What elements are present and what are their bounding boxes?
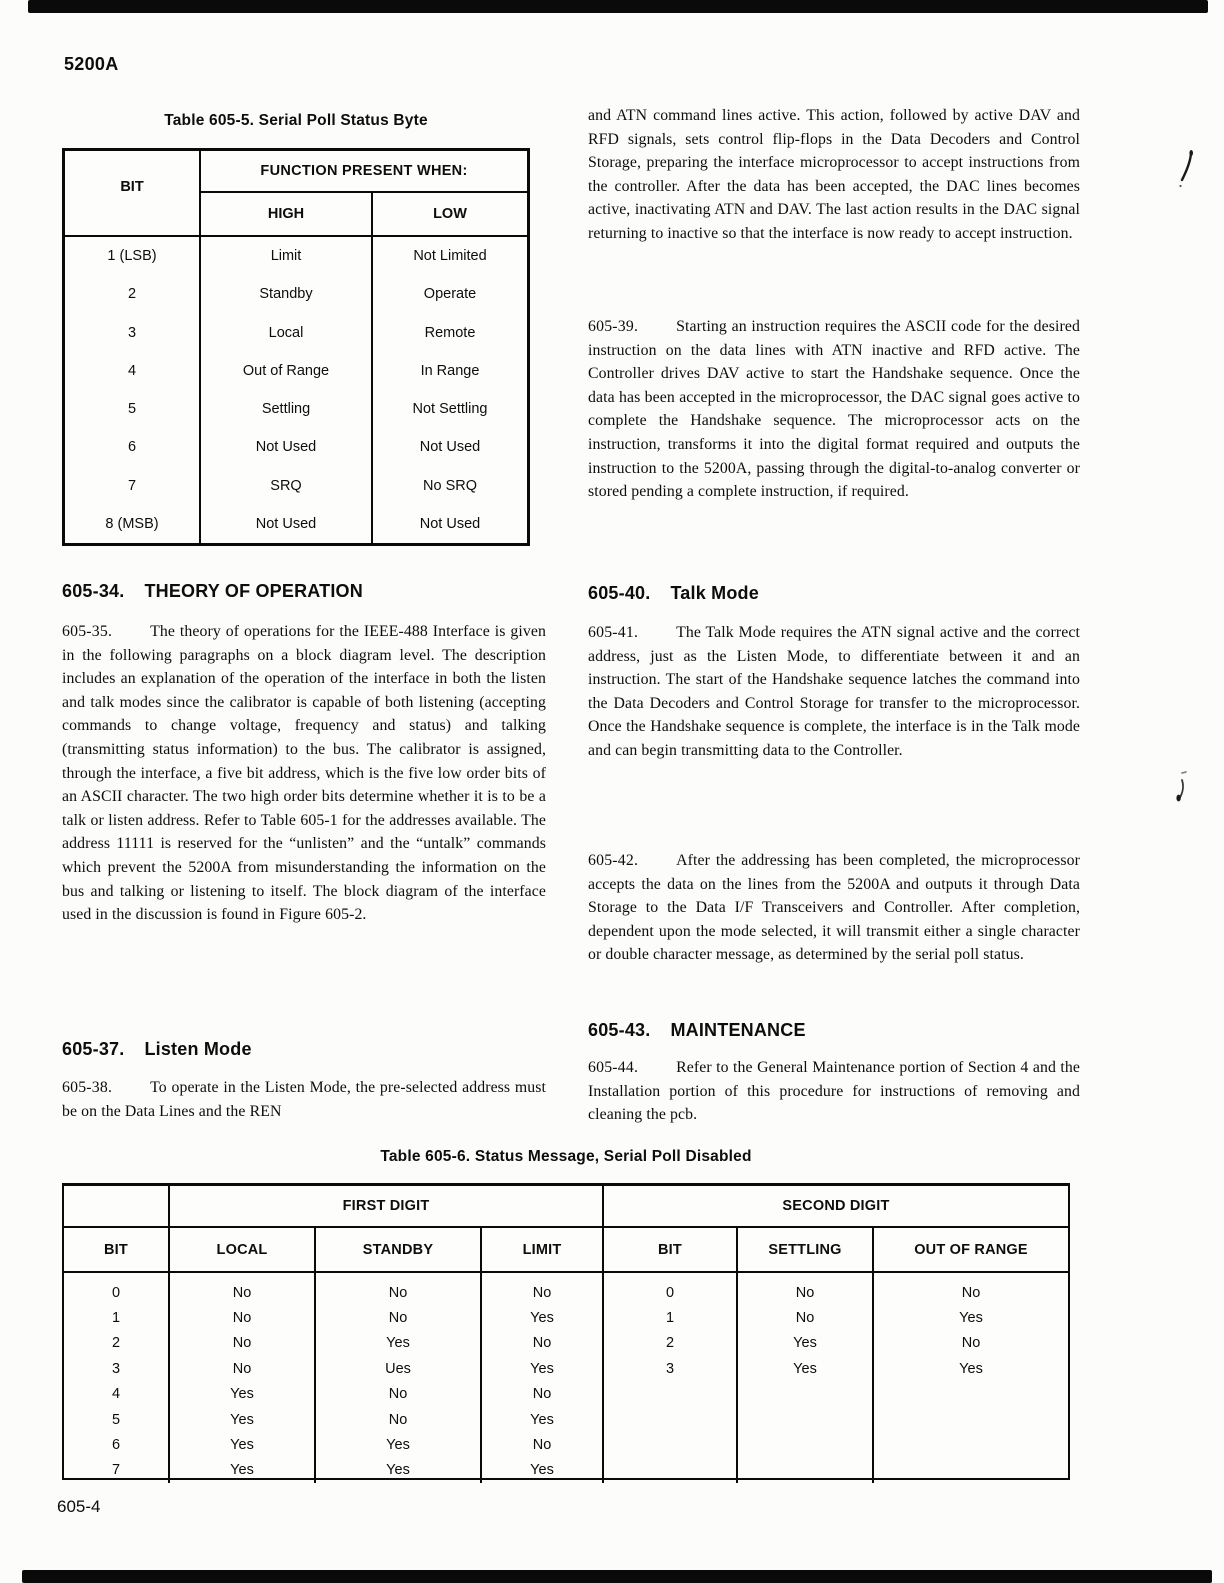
column-header-settling: SETTLING [738, 1228, 874, 1273]
table-cell: Out of Range [242, 362, 330, 379]
section-number: 605-43. [588, 1020, 651, 1040]
table-cell: No [388, 1284, 408, 1301]
table-cell: 7 [127, 477, 137, 494]
table-column-bit-first [64, 1273, 170, 1483]
table-605-6 [62, 1183, 1070, 1480]
table-cell: 5 [127, 401, 137, 418]
table-cell: No [532, 1335, 552, 1352]
table-cell: Not Settling [412, 401, 488, 418]
paragraph-605-39 [588, 315, 1080, 504]
table-column-bit [65, 237, 201, 543]
table-cell: No [232, 1310, 252, 1327]
table-cell: No [388, 1310, 408, 1327]
table-column-out-of-range [874, 1273, 1068, 1483]
table-cell: No [795, 1310, 815, 1327]
table-cell: Yes [530, 1360, 554, 1377]
table-605-5-caption: Table 605-5. Serial Poll Status Byte [164, 112, 428, 129]
table-605-6-caption: Table 605-6. Status Message, Serial Poll Disabled [380, 1148, 752, 1165]
table-cell: Yes [959, 1310, 983, 1327]
table-cell: 0 [665, 1284, 675, 1301]
table-cell: No SRQ [423, 477, 477, 494]
column-header-low: LOW [373, 193, 527, 237]
table-cell: Yes [230, 1386, 254, 1403]
table-cell: Not Used [255, 515, 317, 532]
table-cell: SRQ [270, 477, 302, 494]
table-cell: No [232, 1360, 252, 1377]
table-cell: Yes [230, 1462, 254, 1479]
table-cell: Not Used [419, 439, 481, 456]
table-column-bit-second [604, 1273, 738, 1483]
paragraph-605-35 [62, 620, 546, 927]
paragraph-number: 605-42. [588, 852, 639, 869]
paragraph-605-41 [588, 621, 1080, 763]
table-cell: 2 [665, 1335, 675, 1352]
section-heading-605-40 [588, 583, 759, 604]
column-header-bit: BIT [65, 151, 201, 237]
paragraph-number: 605-35. [62, 623, 113, 640]
table-column-standby [316, 1273, 482, 1483]
table-cell: 4 [111, 1386, 121, 1403]
table-cell: Remote [424, 324, 476, 341]
section-title: MAINTENANCE [670, 1020, 806, 1040]
section-title: THEORY OF OPERATION [144, 581, 363, 601]
table-cell: Not Limited [413, 248, 487, 265]
paragraph-text: and ATN command lines active. This action, followed by active DAV and RFD signals, sets control flip-flops in the Data Decoders and Control Storage, preparing the interface microprocessor to accept instructions from the controller. After the data has been accepted, the DAC lines becomes active, inactivating ATN and DAV. The last action results in the DAC signal returning to inactive so that the interface is now ready to accept instruction. [588, 107, 1080, 242]
section-number: 605-34. [62, 581, 125, 601]
section-title: Talk Mode [670, 583, 759, 603]
paragraph-text: Starting an instruction requires the ASCII code for the desired instruction on the data lines with ATN inactive and RFD active. The Controller drives DAV active to start the Handshake sequence. Once the data has been accepted in the microprocessor, the DAC signal goes active to complete the Handshake sequence. The microprocessor acts on the instruction, transforms it into the digital format required and outputs the instruction to the 5200A, passing through the digital-to-analog converter or stored pending a complete instruction, if required. [588, 318, 1080, 501]
column-header-local: LOCAL [170, 1228, 316, 1273]
table-cell: Ues [385, 1360, 411, 1377]
table-cell: Not Used [255, 439, 317, 456]
table-cell: 2 [111, 1335, 121, 1352]
column-header-limit: LIMIT [482, 1228, 604, 1273]
table-cell: No [795, 1284, 815, 1301]
table-cell: 1 (LSB) [107, 248, 157, 265]
table-cell: 4 [127, 362, 137, 379]
table-cell: 6 [111, 1437, 121, 1454]
column-header-bit: BIT [64, 1228, 170, 1273]
paragraph-continuation [588, 104, 1080, 246]
paragraph-text: To operate in the Listen Mode, the pre-selected address must be on the Data Lines and the REN [62, 1079, 546, 1120]
scan-artifact-mark [1170, 768, 1190, 806]
table-cell: 0 [111, 1284, 121, 1301]
table-cell: 6 [127, 439, 137, 456]
paragraph-text: The theory of operations for the IEEE-488 Interface is given in the following paragraphs on a block diagram level. The description includes an explanation of the operation of the interface in both the listen and talk modes since the calibrator is capable of both listening (accepting commands to change voltage, frequency and status) and talking (transmitting status information) to the bus. The calibrator is assigned, through the interface, a five bit address, which is the five low order bits of an ASCII character. The two high order bits determine whether it is to be a talk or listen address. Refer to Table 605-1 for the addresses available. The address 11111 is reserved for the “unlisten” and the “untalk” commands which prevent the 5200A from misunderstanding the information on the bus and talking or listening to itself. The block diagram of the interface used in the discussion is found in Figure 605-2. [62, 623, 546, 924]
paragraph-605-44 [588, 1056, 1080, 1127]
table-cell: Operate [423, 286, 477, 303]
table-column-local [170, 1273, 316, 1483]
table-cell: 3 [127, 324, 137, 341]
table-column-high [201, 237, 373, 543]
table-cell: 3 [111, 1360, 121, 1377]
table-cell: Yes [530, 1310, 554, 1327]
table-cell: Yes [230, 1437, 254, 1454]
table-605-5 [62, 148, 530, 546]
section-title: Listen Mode [144, 1039, 252, 1059]
table-cell: In Range [420, 362, 480, 379]
scan-artifact-mark [1178, 148, 1196, 192]
table-cell: Limit [270, 248, 302, 265]
page-header-model: 5200A [64, 54, 119, 74]
table-cell: No [232, 1284, 252, 1301]
paragraph-text: Refer to the General Maintenance portion of Section 4 and the Installation portion of this procedure for instructions of removing and cleaning the pcb. [588, 1059, 1080, 1124]
table-cell: Yes [386, 1335, 410, 1352]
table-cell: 7 [111, 1462, 121, 1479]
table-cell: Local [268, 324, 304, 341]
table-corner-cell [64, 1186, 170, 1228]
table-cell: No [532, 1437, 552, 1454]
paragraph-605-38 [62, 1076, 546, 1123]
table-column-low [373, 237, 527, 543]
table-cell: Yes [959, 1360, 983, 1377]
table-cell: 1 [111, 1310, 121, 1327]
paragraph-number: 605-38. [62, 1079, 113, 1096]
table-cell: Yes [530, 1411, 554, 1428]
table-cell: 5 [111, 1411, 121, 1428]
column-header-out-of-range: OUT OF RANGE [874, 1228, 1068, 1273]
section-heading-605-34 [62, 581, 363, 602]
table-cell: 1 [665, 1310, 675, 1327]
table-cell: No [232, 1335, 252, 1352]
table-cell: Yes [386, 1462, 410, 1479]
table-cell: Yes [530, 1462, 554, 1479]
scan-edge-bar-top [28, 0, 1208, 13]
paragraph-605-42 [588, 849, 1080, 967]
table-cell: Settling [261, 401, 311, 418]
section-heading-605-37 [62, 1039, 252, 1060]
column-group-first-digit: FIRST DIGIT [170, 1186, 604, 1228]
table-cell: Yes [230, 1411, 254, 1428]
column-header-high: HIGH [201, 193, 373, 237]
section-number: 605-37. [62, 1039, 125, 1059]
scan-edge-bar-bottom [22, 1570, 1212, 1583]
column-group-second-digit: SECOND DIGIT [604, 1186, 1068, 1228]
table-cell: No [388, 1386, 408, 1403]
table-cell: No [532, 1386, 552, 1403]
table-cell: Yes [386, 1437, 410, 1454]
table-cell: Yes [793, 1335, 817, 1352]
table-cell: 3 [665, 1360, 675, 1377]
table-cell: No [532, 1284, 552, 1301]
table-cell: 2 [127, 286, 137, 303]
page-footer-number: 605-4 [57, 1497, 101, 1516]
table-column-limit [482, 1273, 604, 1483]
paragraph-text: After the addressing has been completed, the microprocessor accepts the data on the lines from the 5200A and outputs it through Data Storage to the Data I/F Transceivers and Controller. After completion, dependent upon the mode selected, it will transmit either a single character or double character message, as determined by the serial poll status. [588, 852, 1080, 964]
table-column-settling [738, 1273, 874, 1483]
paragraph-number: 605-41. [588, 624, 639, 641]
table-cell: No [388, 1411, 408, 1428]
table-cell: Standby [259, 286, 313, 303]
column-header-bit-2: BIT [604, 1228, 738, 1273]
column-header-standby: STANDBY [316, 1228, 482, 1273]
table-cell: 8 (MSB) [105, 515, 159, 532]
table-cell: Yes [793, 1360, 817, 1377]
paragraph-number: 605-44. [588, 1059, 639, 1076]
table-cell: No [961, 1284, 981, 1301]
table-cell: Not Used [419, 515, 481, 532]
section-heading-605-43 [588, 1020, 806, 1041]
paragraph-number: 605-39. [588, 318, 639, 335]
paragraph-text: The Talk Mode requires the ATN signal active and the correct address, just as the Listen Mode, to differentiate between it and an instruction. The start of the Handshake sequence latches the command into the Data Decoders and Control Storage for transfer to the microprocessor. Once the Handshake sequence is complete, the interface is in the Talk mode and can begin transmitting data to the Controller. [588, 624, 1080, 759]
column-group-header: FUNCTION PRESENT WHEN: [201, 151, 527, 193]
table-cell: No [961, 1335, 981, 1352]
section-number: 605-40. [588, 583, 651, 603]
